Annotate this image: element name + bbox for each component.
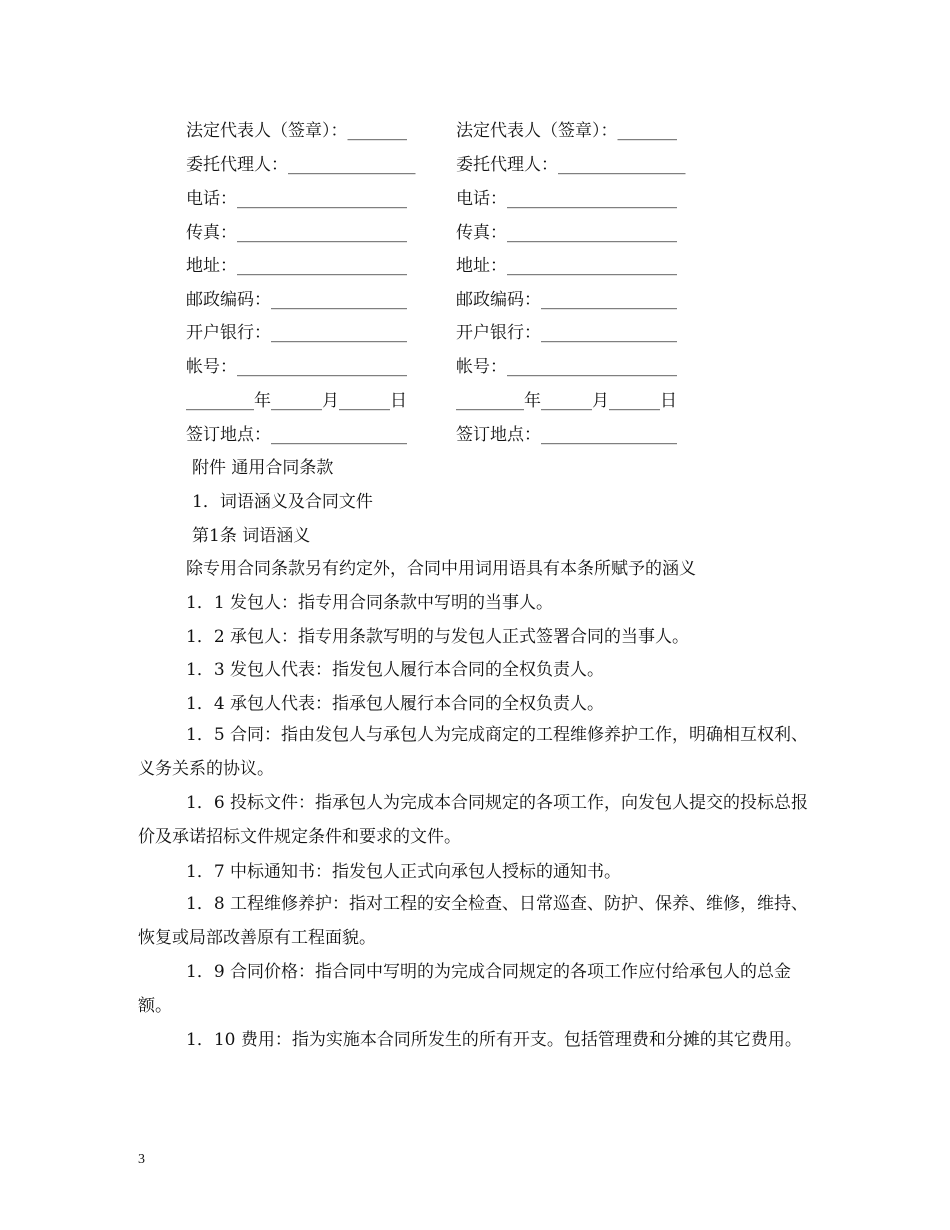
sig-left-fax: 传真：____________________ xyxy=(186,223,407,243)
sig-left-account: 帐号：____________________ xyxy=(186,357,407,377)
sig-right-postcode: 邮政编码：________________ xyxy=(456,290,677,310)
definition-1-6: 1．6 投标文件：指承包人为完成本合同规定的各项工作，向发包人提交的投标总报价及承诺招标文件规定条件和要求的文件。 xyxy=(138,793,809,847)
sig-left-phone: 电话：____________________ xyxy=(186,189,407,209)
sig-right-date: ________年______月______日 xyxy=(456,391,677,411)
intro-text: 除专用合同条款另有约定外，合同中用词用语具有本条所赋予的涵义 xyxy=(186,559,696,579)
sig-right-account: 帐号：____________________ xyxy=(456,357,677,377)
sig-left-date: ________年______月______日 xyxy=(186,391,407,411)
sig-left-bank: 开户银行：________________ xyxy=(186,323,407,343)
sig-left-postcode: 邮政编码：________________ xyxy=(186,290,407,310)
definition-1-4: 1．4 承包人代表：指承包人履行本合同的全权负责人。 xyxy=(186,694,605,714)
sig-right-place: 签订地点：________________ xyxy=(456,425,677,445)
sig-left-agent: 委托代理人：_______________ xyxy=(186,155,416,175)
sig-right-fax: 传真：____________________ xyxy=(456,223,677,243)
page-number: 3 xyxy=(138,1152,145,1167)
definition-1-5: 1．5 合同：指由发包人与承包人为完成商定的工程维修养护工作，明确相互权利、义务关系的协议。 xyxy=(138,725,809,779)
sig-right-bank: 开户银行：________________ xyxy=(456,323,677,343)
definition-1-3: 1．3 发包人代表：指发包人履行本合同的全权负责人。 xyxy=(186,660,605,680)
attachment-title: 附件 通用合同条款 xyxy=(192,458,334,478)
sig-right-agent: 委托代理人：_______________ xyxy=(456,155,686,175)
definition-1-10: 1．10 费用：指为实施本合同所发生的所有开支。包括管理费和分摊的其它费用。 xyxy=(186,1030,802,1050)
definition-1-2: 1．2 承包人：指专用条款写明的与发包人正式签署合同的当事人。 xyxy=(186,627,690,647)
sig-left-place: 签订地点：________________ xyxy=(186,425,407,445)
sig-left-legal-rep: 法定代表人（签章）：_______ xyxy=(186,121,407,141)
article-title: 第1条 词语涵义 xyxy=(192,526,311,546)
sig-right-address: 地址：____________________ xyxy=(456,256,677,276)
sig-left-address: 地址：____________________ xyxy=(186,256,407,276)
definition-1-1: 1．1 发包人：指专用合同条款中写明的当事人。 xyxy=(186,593,554,613)
sig-right-legal-rep: 法定代表人（签章）：_______ xyxy=(456,121,677,141)
sig-right-phone: 电话：____________________ xyxy=(456,189,677,209)
definition-1-8: 1．8 工程维修养护：指对工程的安全检查、日常巡查、防护、保养、维修，维持、恢复或局部改善原有工程面貌。 xyxy=(138,894,809,948)
section-title: 1．词语涵义及合同文件 xyxy=(192,492,373,512)
definition-1-9: 1．9 合同价格：指合同中写明的为完成合同规定的各项工作应付给承包人的总金额。 xyxy=(138,962,792,1016)
definition-1-7: 1．7 中标通知书：指发包人正式向承包人授标的通知书。 xyxy=(186,862,622,882)
